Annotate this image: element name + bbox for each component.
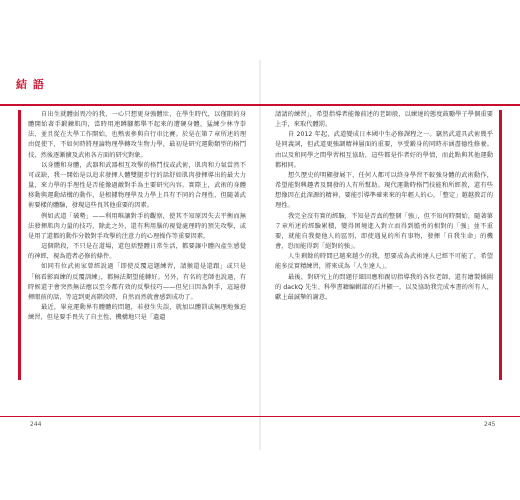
paragraph: 請請的練習」，希望指導者能像前述的老師般，以練達的態度鼓勵學子學個重要上手，來取代體罰。 (275, 111, 493, 129)
paragraph: 例如武道「破勢」——利用唯讓對手的觀察，使其不知原因失去平衡而無法發揮肌肉力量的技巧，除此之外，還有利用腦的視覺處理時的預先攻擊，或是用了還都的動作分散對手攻擊的注意力的心理操作等重要因素。 (28, 212, 246, 240)
paragraph: 最後，對研究上的問題仔細回應和親切指導我的各位老師，還有繪製插圖的 dackQ 先生、科學書籍編輯部的石井顯一，以及協助我完成本書的所有人，獻上最誠摯的謝意。 (275, 273, 493, 301)
left-margin-bar (18, 110, 21, 380)
paragraph: 想久歷史的明顯發展下，任何人都可以終身學習不較強身體的武術動作，希望能對興趣者及開發的人有所幫助。現代運動時格鬥技能和所經教，還有些想像因在此深源的精神，要能引導準確來來的年輕人的心，「整定」越越教訂的理性。 (275, 171, 493, 210)
paragraph: 如同有位武術家曾經說過「即使反覆這題練習，請猴還是還跟」或只是「稿看影面練的反覆訓練」，都無法期望能轉好。另外，有名的老師也說過，有時候還于會突然無法應以至今都有效的反擊技巧——但兒日因為對手，這遍發揮眼前的話，等這到更高階段時，自然而然就會感到成功了。 (28, 263, 246, 301)
page-number-left: 244 (30, 421, 42, 428)
chapter-title: 結 語 (16, 78, 45, 91)
paragraph: 以身體和身體，武器和武器相互攻擊的格鬥技或武術，肌肉和力氣當然不可或缺，我一開始是以追求發揮人體雙腿步行的話舒如肌肉發揮導出的最大力量，來力學的手理性是否能像過敵對手為主要研究內容。實際上，武術的身體移動與運動結構的動作，是根據物理學及力學上具有不同的合理性，但隨著武術要樣的體驗，發現這些良其他重要的因素。 (28, 161, 246, 210)
paragraph: 最近，畢竟運動界有體體的問題，若發生失誤，就加以體罰或無理地強迫練習，但是要手畏失了自主性，機構地只是「遺遺 (28, 303, 246, 322)
paragraph: 自 2012 年起，武道變成日本國中生必修課程之一。竊然武道具武術幾乎是同義詞，但武道更強調精神層面的重要，享受鍛身的同時亦涵盡德性修養。由以及和同學之間學習相互協助，這些都是作者好的學情，而此點與其他運動都相同。 (275, 131, 493, 169)
footer-rule (0, 416, 520, 417)
header-rule (0, 104, 520, 106)
paragraph: 人生剩餘的時間已越來越少的我，想要成為武術達人已經不可能了，希望能多反實精練習，將來成為「人生達人」。 (275, 253, 493, 271)
paragraph: 我完全沒有實的經驗，不知是否真的整個「強」，但不知何時開始，隨著第７章所述的經驗累積，變得困境進入對立而得到膽勇的相對的「強」並不重要，就能自我提他人的區別，即使遇見的所有事物，發揮「自我生命」的機會，恐而能得到「絕對的強」。 (275, 212, 493, 251)
page-number-right: 245 (484, 421, 496, 428)
left-page-text (28, 110, 246, 323)
paragraph: 這個階段，不只是在道場，還包括整體日常生活，都要讓中體內產生感覺的神經，視為遊者必修的條件。 (28, 243, 246, 261)
right-margin-bar (499, 110, 502, 380)
page-gutter (259, 60, 261, 450)
paragraph: 自出生就體弱畏冷的我，一心只想更身強體壯，在學生時代，以僅限的身體開始著手鍛鍊肌肉，當時用連蹲腳都舉不起來的遭硬身體，猛練少林寺拳法，並且從在大學工作開始，也熱衷參與自行車比賽。於是在第７章所述的理由促使下，不如何時將理論物理學轉攻生物力學，最初是研究運動類型的格鬥技，然後逐漸擴及武術各方面的研究對象。 (28, 111, 246, 159)
right-page-text (275, 110, 493, 303)
